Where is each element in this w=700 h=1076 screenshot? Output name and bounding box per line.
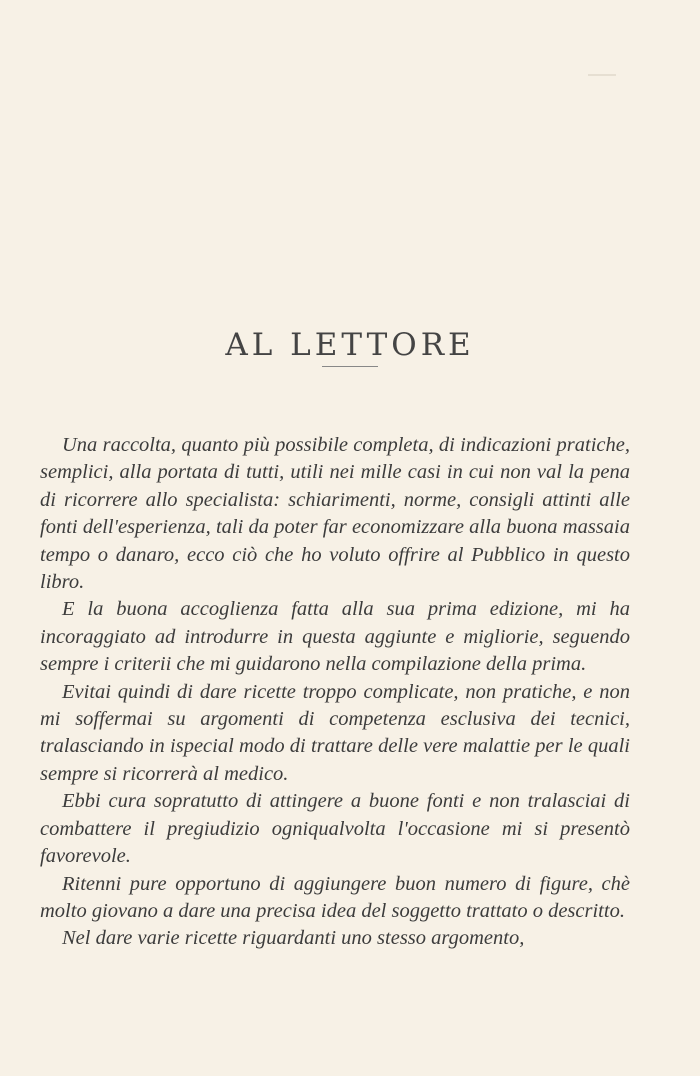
paragraph-1: Una raccolta, quanto più possibile completa, di indicazioni pratiche, semplici, alla portata di tutti, utili nei mille casi in cui non val la pena di ricorrere allo specialista: schiarimenti, norme, consigli attinti alle fonti dell'esperienza, tali da poter far economizzare alla buona massaia tempo o danaro, ecco ciò che ho voluto offrire al Pubblico in questo libro. — [40, 434, 630, 594]
paragraph-4: Ebbi cura sopratutto di attingere a buone fonti e non tralasciai di combattere il pregiudizio ogniqualvolta l'occasione mi si presentò favorevole. — [40, 790, 630, 868]
preface-body — [40, 432, 630, 953]
page-title: AL LETTORE — [225, 326, 475, 363]
paragraph-3: Evitai quindi di dare ricette troppo complicate, non pratiche, e non mi soffermai su argomenti di competenza esclusiva dei tecnici, tralasciando in ispecial modo di trattare delle vere malattie per le quali sempre si ricorrerà al medico. — [40, 680, 630, 785]
page-blemish — [588, 74, 616, 76]
paragraph-5: Ritenni pure opportuno di aggiungere buon numero di figure, chè molto giovano a dare una precisa idea del soggetto trattato o descritto. — [40, 872, 630, 922]
paragraph-2: E la buona accoglienza fatta alla sua prima edizione, mi ha incoraggiato ad introdurre in questa aggiunte e migliorie, seguendo sempre i criterii che mi guidarono nella compilazione della prima. — [40, 598, 630, 676]
paragraph-6: Nel dare varie ricette riguardanti uno stesso argomento, — [62, 927, 525, 950]
title-divider — [322, 366, 378, 367]
